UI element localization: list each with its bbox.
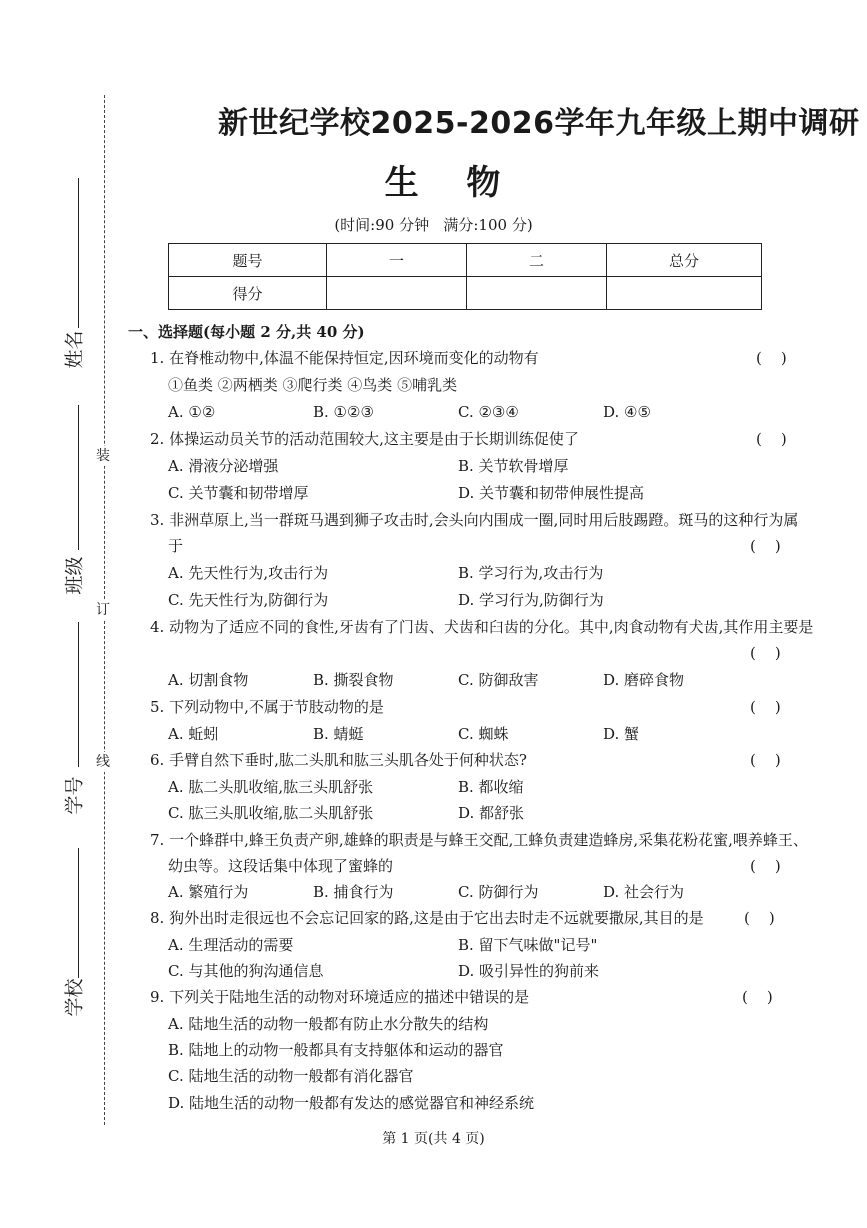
question-6-option-d[interactable]: D. 都舒张 [458, 804, 525, 822]
question-3-option-d[interactable]: D. 学习行为,防御行为 [458, 591, 604, 609]
question-9-option-b[interactable]: B. 陆地上的动物一般都具有支持躯体和运动的器官 [168, 1041, 504, 1059]
question-1-option-c[interactable]: C. ②③④ [458, 403, 519, 421]
question-4-option-c[interactable]: C. 防御敌害 [458, 671, 539, 689]
question-5-option-b[interactable]: B. 蜻蜓 [313, 725, 364, 743]
question-9-option-c[interactable]: C. 陆地生活的动物一般都有消化器官 [168, 1067, 414, 1085]
subject-title: 生 物 [384, 163, 519, 203]
score-cell-total[interactable] [607, 277, 762, 310]
question-7-stem: 7. 一个蜂群中,蜂王负责产卵,雄蜂的职责是与蜂王交配,工蜂负责建造蜂房,采集花粉花蜜,喂养蜂王、 [150, 831, 808, 849]
score-header-cell: 题号 [169, 244, 327, 277]
question-4-option-d[interactable]: D. 磨碎食物 [603, 671, 685, 689]
question-3-answer-blank[interactable]: ( ) [750, 537, 781, 555]
question-6-option-c[interactable]: C. 肱三头肌收缩,肱二头肌舒张 [168, 804, 374, 822]
question-6-answer-blank[interactable]: ( ) [750, 751, 781, 769]
question-1-option-b[interactable]: B. ①②③ [313, 403, 374, 421]
question-2-option-c[interactable]: C. 关节囊和韧带增厚 [168, 484, 309, 502]
question-8-answer-blank[interactable]: ( ) [744, 909, 775, 927]
score-cell-section2[interactable] [467, 277, 607, 310]
cut-word-zhuang: 装 [96, 448, 110, 464]
question-4-stem: 4. 动物为了适应不同的食性,牙齿有了门齿、犬齿和臼齿的分化。其中,肉食动物有犬齿,其作用主要是 [150, 618, 814, 636]
question-9-option-a[interactable]: A. 陆地生活的动物一般都有防止水分散失的结构 [168, 1015, 489, 1033]
question-2-option-a[interactable]: A. 滑液分泌增强 [168, 457, 279, 475]
score-table-score-row [169, 277, 762, 310]
question-4-option-b[interactable]: B. 撕裂食物 [313, 671, 394, 689]
exam-title: 新世纪学校2025-2026学年九年级上期中调研 [218, 106, 860, 141]
question-6-option-b[interactable]: B. 都收缩 [458, 778, 524, 796]
question-8-option-c[interactable]: C. 与其他的狗沟通信息 [168, 962, 324, 980]
question-8-option-a[interactable]: A. 生理活动的需要 [168, 936, 294, 954]
question-3-option-c[interactable]: C. 先天性行为,防御行为 [168, 591, 329, 609]
question-2-stem: 2. 体操运动员关节的活动范围较大,这主要是由于长期训练促使了 [150, 430, 579, 448]
cut-word-ding: 订 [96, 602, 110, 618]
class-field-line[interactable] [78, 405, 79, 550]
question-7-option-b[interactable]: B. 捕食行为 [313, 883, 394, 901]
question-4-option-a[interactable]: A. 切割食物 [168, 671, 249, 689]
question-5-option-c[interactable]: C. 蜘蛛 [458, 725, 509, 743]
question-9-option-d[interactable]: D. 陆地生活的动物一般都有发达的感觉器官和神经系统 [168, 1094, 535, 1112]
score-header-cell: 总分 [607, 244, 762, 277]
question-2-answer-blank[interactable]: ( ) [756, 430, 787, 448]
question-2-option-d[interactable]: D. 关节囊和韧带伸展性提高 [458, 484, 645, 502]
question-7-stem-continued: 幼虫等。这段话集中体现了蜜蜂的 [168, 857, 394, 875]
question-3-option-a[interactable]: A. 先天性行为,攻击行为 [168, 564, 329, 582]
class-field-label: 班级 [63, 556, 86, 595]
question-6-option-a[interactable]: A. 肱二头肌收缩,肱三头肌舒张 [168, 778, 374, 796]
question-1-answer-blank[interactable]: ( ) [756, 349, 787, 367]
question-7-option-c[interactable]: C. 防御行为 [458, 883, 539, 901]
student-id-field-line[interactable] [78, 622, 79, 767]
question-1-option-a[interactable]: A. ①② [168, 403, 216, 421]
question-3-stem-continued: 于 [168, 537, 184, 555]
question-1-stem: 1. 在脊椎动物中,体温不能保持恒定,因环境而变化的动物有 [150, 349, 539, 367]
cut-word-xian: 线 [96, 754, 110, 770]
time-info: (时间:90 分钟 满分:100 分) [334, 216, 533, 234]
question-1-option-d[interactable]: D. ④⑤ [603, 403, 651, 421]
score-row-label: 得分 [169, 277, 327, 310]
question-8-option-d[interactable]: D. 吸引异性的狗前来 [458, 962, 600, 980]
question-8-stem: 8. 狗外出时走很远也不会忘记回家的路,这是由于它出去时走不远就要撒尿,其目的是 [150, 909, 704, 927]
question-5-option-d[interactable]: D. 蟹 [603, 725, 640, 743]
school-field-label: 学校 [63, 978, 86, 1017]
score-cell-section1[interactable] [327, 277, 467, 310]
question-7-answer-blank[interactable]: ( ) [750, 857, 781, 875]
question-8-option-b[interactable]: B. 留下气味做"记号" [458, 936, 598, 954]
score-header-cell: 二 [467, 244, 607, 277]
question-5-answer-blank[interactable]: ( ) [750, 698, 781, 716]
question-7-option-d[interactable]: D. 社会行为 [603, 883, 685, 901]
page-number-footer: 第 1 页(共 4 页) [382, 1131, 485, 1147]
question-5-stem: 5. 下列动物中,不属于节肢动物的是 [150, 698, 384, 716]
question-3-option-b[interactable]: B. 学习行为,攻击行为 [458, 564, 604, 582]
name-field-label: 姓名 [63, 330, 86, 369]
question-1-list: ①鱼类 ②两栖类 ③爬行类 ④鸟类 ⑤哺乳类 [168, 376, 458, 394]
question-3-stem: 3. 非洲草原上,当一群斑马遇到狮子攻击时,会头向内围成一圈,同时用后肢踢蹬。斑马的这种行为属 [150, 511, 799, 529]
section-title: 一、选择题(每小题 2 分,共 40 分) [128, 323, 365, 341]
question-4-answer-blank[interactable]: ( ) [750, 644, 781, 662]
question-9-stem: 9. 下列关于陆地生活的动物对环境适应的描述中错误的是 [150, 988, 530, 1006]
score-table-header-row [169, 244, 762, 277]
question-9-answer-blank[interactable]: ( ) [742, 988, 773, 1006]
score-table [168, 243, 762, 310]
student-id-field-label: 学号 [63, 776, 86, 815]
question-2-option-b[interactable]: B. 关节软骨增厚 [458, 457, 569, 475]
question-5-option-a[interactable]: A. 蚯蚓 [168, 725, 219, 743]
question-7-option-a[interactable]: A. 繁殖行为 [168, 883, 249, 901]
score-header-cell: 一 [327, 244, 467, 277]
school-field-line[interactable] [78, 848, 79, 978]
question-6-stem: 6. 手臂自然下垂时,肱二头肌和肱三头肌各处于何种状态? [150, 751, 527, 769]
